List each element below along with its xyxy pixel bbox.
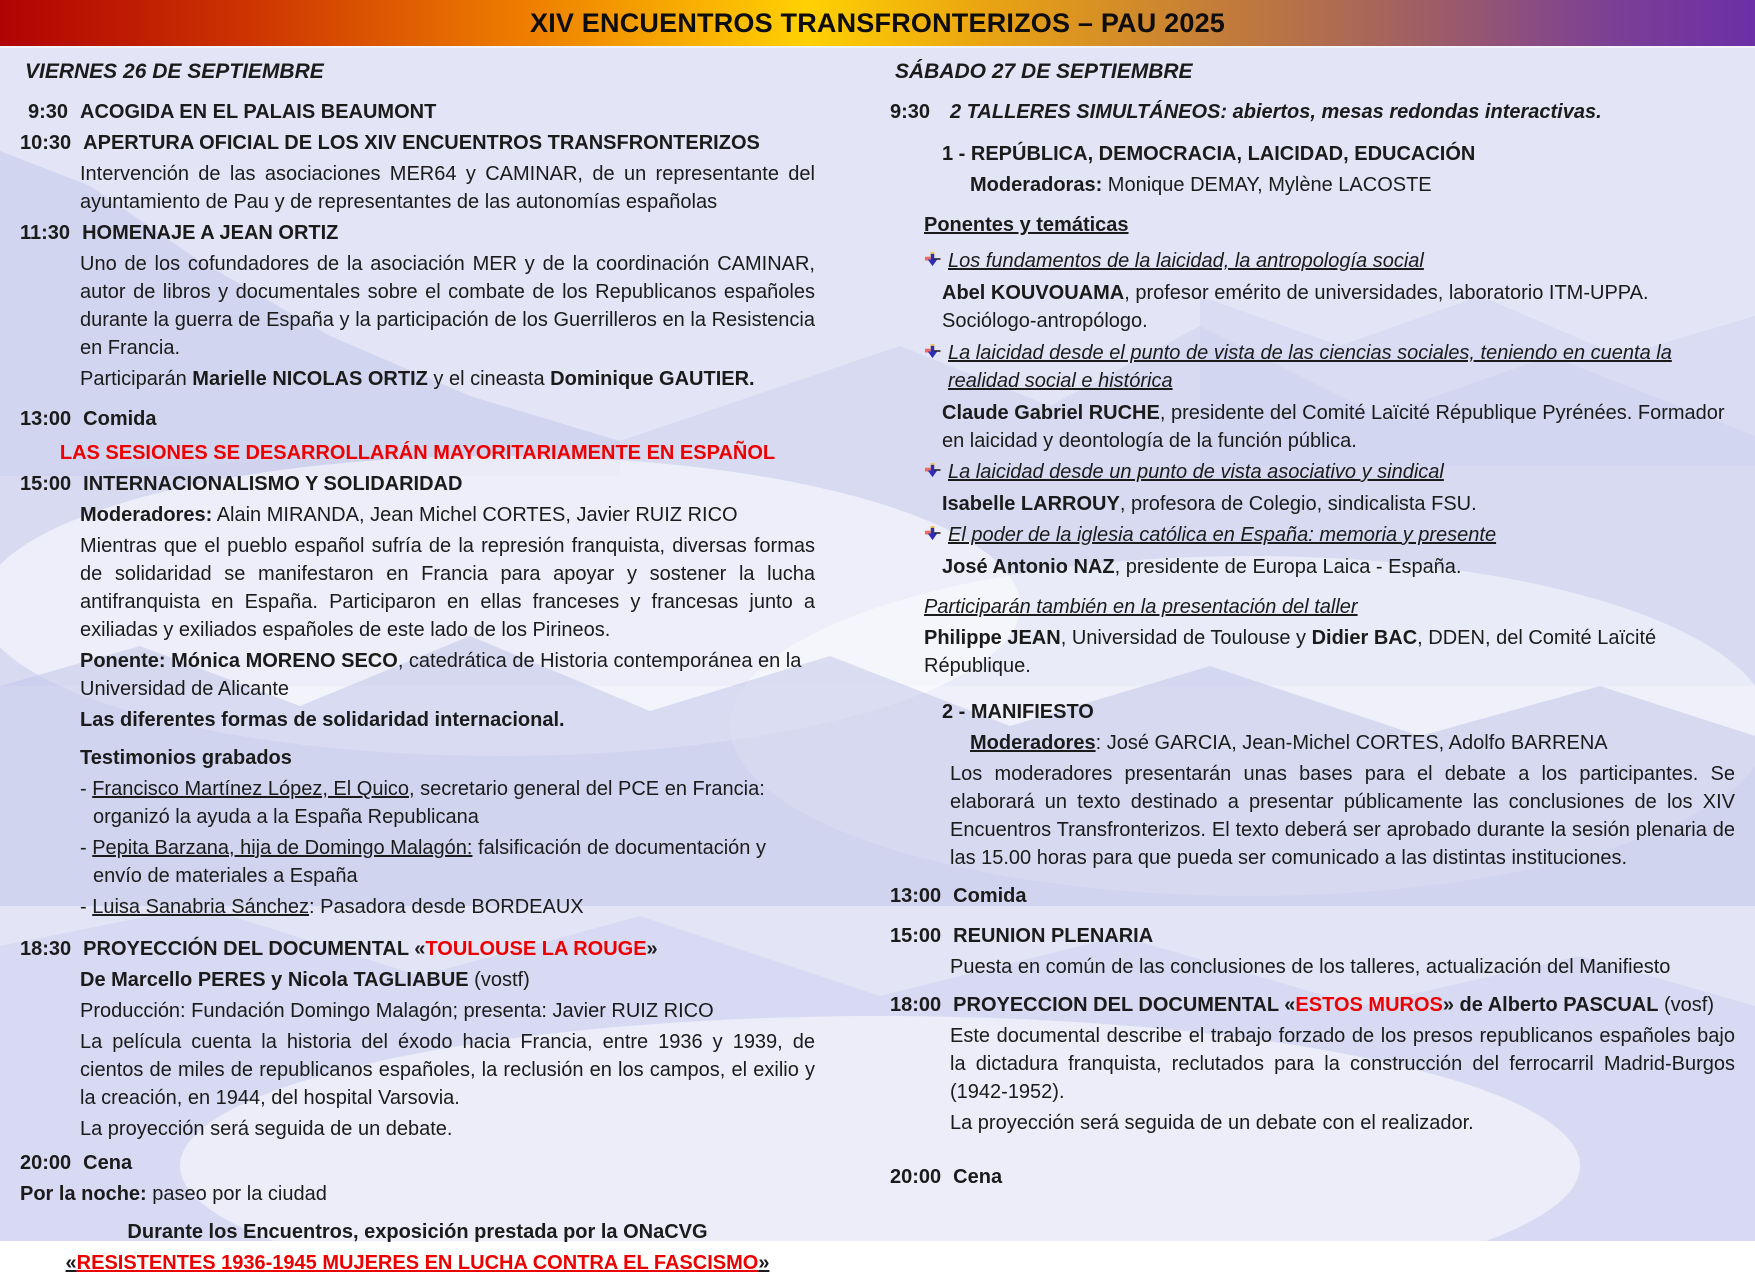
time-label: 15:00: [20, 473, 72, 495]
line-text: [950, 98, 1735, 126]
line-text: [80, 98, 815, 126]
down-arrow-bullet-icon: [924, 339, 948, 367]
schedule-line: [20, 129, 815, 157]
line-text: [80, 532, 815, 644]
text-segment: , profesora de Colegio, sindicalista FSU.: [1119, 493, 1477, 515]
line-text: [80, 1115, 815, 1143]
text-segment: Didier BAC: [1311, 627, 1418, 649]
line-text: [80, 893, 815, 921]
line-text: [953, 1163, 1735, 1191]
schedule-line: [890, 458, 1735, 486]
time-label: 13:00: [890, 885, 942, 907]
text-segment: paseo por la ciudad: [146, 1183, 327, 1205]
time-label: 13:00: [20, 408, 72, 430]
text-segment: ESTOS MUROS: [1295, 994, 1443, 1016]
schedule-line: [20, 1149, 815, 1177]
text-segment: Puesta en común de las conclusiones de los talleres, actualización del Manifiesto: [950, 956, 1671, 978]
schedule-line: [20, 250, 815, 362]
text-segment: , Universidad de Toulouse y: [1060, 627, 1312, 649]
text-segment: (vosf): [1658, 994, 1714, 1016]
time-label: 15:00: [890, 925, 942, 947]
text-segment: INTERNACIONALISMO Y SOLIDARIDAD: [83, 473, 463, 495]
text-segment: Durante los Encuentros, exposición prestada por la ONaCVG: [127, 1221, 708, 1243]
text-segment: Intervención de las asociaciones MER64 y CAMINAR, de un representante del ayuntamiento de Pau y de representantes de las autonomías españolas: [80, 163, 815, 213]
text-segment: Comida: [83, 408, 157, 430]
schedule-line: [890, 593, 1735, 621]
schedule-line: [890, 521, 1735, 549]
text-segment: Las diferentes formas de solidaridad internacional.: [80, 709, 565, 731]
line-text: [924, 624, 1735, 680]
text-segment: Comida: [953, 885, 1027, 907]
text-segment: Cena: [953, 1166, 1003, 1188]
line-text: [80, 834, 815, 890]
text-segment: Philippe JEAN: [924, 627, 1061, 649]
saturday-day-title: SÁBADO 27 DE SEPTIEMBRE: [895, 60, 1193, 83]
schedule-line: [890, 953, 1735, 981]
schedule-line: [890, 760, 1735, 872]
line-text: [953, 991, 1735, 1019]
schedule-line: [20, 834, 815, 890]
line-text: [953, 922, 1735, 950]
text-segment: 2 TALLERES SIMULTÁNEOS: abiertos, mesas redondas interactivas.: [950, 101, 1602, 123]
column-saturday: [880, 50, 1735, 1277]
line-text: [20, 1180, 815, 1208]
time-label: 11:30: [20, 222, 71, 244]
text-segment: Los fundamentos de la laicidad, la antropología social: [948, 250, 1424, 272]
line-text: [83, 129, 815, 157]
schedule-line: [20, 98, 815, 126]
text-segment: RESISTENTES 1936-1945 MUJERES EN LUCHA CONTRA EL FASCISMO: [76, 1252, 759, 1274]
text-segment: »: [758, 1252, 770, 1274]
text-segment: LAS SESIONES SE DESARROLLARÁN MAYORITARIAMENTE EN ESPAÑOL: [59, 442, 776, 464]
line-text: [82, 219, 815, 247]
text-segment: ACOGIDA EN EL PALAIS BEAUMONT: [80, 101, 437, 123]
schedule-line: [20, 532, 815, 644]
text-segment: : José GARCIA, Jean-Michel CORTES, Adolfo BARRENA: [1095, 732, 1608, 754]
schedule-line: [890, 339, 1735, 395]
schedule-line: [890, 729, 1735, 757]
schedule-line: [20, 775, 815, 831]
text-segment: Participarán también en la presentación del taller: [924, 596, 1358, 618]
time-label: 18:30: [20, 938, 72, 960]
schedule-line: [20, 365, 815, 393]
schedule-line: [20, 405, 815, 433]
line-text: [80, 501, 815, 529]
line-text: [83, 1149, 815, 1177]
text-segment: La proyección será seguida de un debate.: [80, 1118, 453, 1140]
line-text: [80, 250, 815, 362]
header-banner: [0, 0, 1755, 48]
schedule-line: [890, 1022, 1735, 1106]
schedule-line: [890, 279, 1735, 335]
line-text: [80, 160, 815, 216]
text-segment: falsificación de documentación y envío de materiales a España: [93, 837, 766, 887]
schedule-line: [890, 98, 1735, 126]
schedule-line: [890, 140, 1735, 168]
schedule-line: [890, 553, 1735, 581]
text-segment: Alain MIRANDA, Jean Michel CORTES, Javier RUIZ RICO: [212, 504, 738, 526]
text-segment: PROYECCIÓN DEL DOCUMENTAL «: [83, 938, 426, 960]
text-segment: , presidente de Europa Laica - España.: [1114, 556, 1462, 578]
line-text: [942, 399, 1735, 455]
time-label: 20:00: [20, 1152, 72, 1174]
line-text: [950, 760, 1735, 872]
line-text: [953, 882, 1735, 910]
text-segment: y el cineasta: [427, 368, 551, 390]
text-segment: , DDEN, del Comité Laïcité République.: [924, 627, 1657, 677]
schedule-line: [20, 501, 815, 529]
text-segment: Moderadoras:: [970, 174, 1103, 196]
text-segment: Dominique GAUTIER.: [550, 368, 755, 390]
line-text: [942, 140, 1735, 168]
text-segment: , presidente del Comité Laïcité République Pyrénées. Formador en laicidad y deontología de la función pública.: [942, 402, 1725, 452]
text-segment: Claude Gabriel RUCHE: [942, 402, 1160, 424]
text-segment: Luisa Sanabria Sánchez: [92, 896, 310, 918]
schedule-line: [20, 1028, 815, 1112]
line-text: [950, 1109, 1735, 1137]
line-text: [942, 553, 1735, 581]
text-segment: Cena: [83, 1152, 133, 1174]
text-segment: Pepita Barzana, hija de Domingo Malagón:: [92, 837, 473, 859]
line-text: [942, 279, 1735, 335]
text-segment: Los moderadores presentarán unas bases para el debate a los participantes. Se elaborará un texto destinado a presentar públicamente las conclusiones de los XIV Encuentros Transfronterizos. El texto deberá ser aprobado durante la sesión plenaria de las 15.00 horas para que pueda ser comunicado a las distintas instituciones.: [950, 763, 1735, 869]
text-segment: » de Alberto PASCUAL: [1442, 994, 1659, 1016]
schedule-line: [890, 698, 1735, 726]
line-text: [942, 490, 1735, 518]
line-text: [80, 966, 815, 994]
line-text: [80, 1028, 815, 1112]
text-segment: TOULOUSE LA ROUGE: [425, 938, 647, 960]
schedule-line: [890, 1163, 1735, 1191]
line-text: [924, 211, 1735, 239]
schedule-line: [890, 991, 1735, 1019]
line-text: [83, 470, 815, 498]
text-segment: La laicidad desde el punto de vista de las ciencias sociales, teniendo en cuenta la realidad social e histórica: [948, 342, 1672, 392]
schedule-line: [20, 893, 815, 921]
text-segment: Producción: Fundación Domingo Malagón; presenta: Javier RUIZ RICO: [80, 1000, 714, 1022]
text-segment: Por la noche:: [20, 1183, 147, 1205]
schedule-line: [890, 882, 1735, 910]
schedule-line: [890, 922, 1735, 950]
line-text: [942, 698, 1735, 726]
text-segment: De Marcello PERES y Nicola TAGLIABUE: [80, 969, 469, 991]
line-text: [20, 1218, 815, 1246]
line-text: [924, 593, 1735, 621]
schedule-line: [20, 470, 815, 498]
line-text: [80, 706, 815, 734]
text-segment: La película cuenta la historia del éxodo hacia Francia, entre 1936 y 1939, de cientos de miles de republicanos españoles, la reclusión en los campos, el exilio y la creación, en 1944, del hospital Varsovia.: [80, 1031, 815, 1109]
text-segment: Moderadores:: [80, 504, 213, 526]
schedule-line: [890, 1109, 1735, 1137]
saturday-schedule: [890, 98, 1735, 1191]
down-arrow-bullet-icon: [924, 247, 948, 275]
text-segment: La proyección será seguida de un debate con el realizador.: [950, 1112, 1474, 1134]
line-text: [80, 775, 815, 831]
text-segment: Mientras que el pueblo español sufría de la represión franquista, diversas formas de solidaridad se manifestaron en Francia para apoyar y sostener la lucha antifranquista en España. Participaron en ellas franceses y francesas junto a exiliadas y exiliados españoles de este lado de los Pirineos.: [80, 535, 815, 641]
line-text: [924, 247, 1735, 275]
text-segment: HOMENAJE A JEAN ORTIZ: [82, 222, 339, 244]
schedule-line: [20, 997, 815, 1025]
schedule-line: [20, 160, 815, 216]
text-segment: Participarán: [80, 368, 193, 390]
schedule-line: [20, 706, 815, 734]
down-arrow-bullet-icon: [924, 458, 948, 486]
line-text: [924, 458, 1735, 486]
text-segment: Monique DEMAY, Mylène LACOSTE: [1102, 174, 1432, 196]
text-segment: Moderadores: [970, 732, 1096, 754]
line-text: [950, 1022, 1735, 1106]
two-column-program: [0, 50, 1755, 1277]
schedule-line: [20, 439, 815, 467]
text-segment: , profesor emérito de universidades, laboratorio ITM-UPPA. Sociólogo-antropólogo.: [942, 282, 1649, 332]
text-segment: Francisco Martínez López, El Quico,: [92, 778, 415, 800]
line-text: [924, 339, 1735, 395]
line-text: [80, 997, 815, 1025]
time-label: 9:30: [27, 101, 68, 123]
text-segment: «: [65, 1252, 77, 1274]
line-text: [950, 953, 1735, 981]
line-text: [970, 729, 1735, 757]
schedule-line: [20, 1249, 815, 1277]
text-segment: Testimonios grabados: [80, 747, 292, 769]
friday-schedule: [20, 98, 815, 1277]
column-friday: [0, 50, 815, 1277]
text-segment: : Pasadora desde BORDEAUX: [309, 896, 584, 918]
dash-bullet: -: [80, 837, 93, 859]
text-segment: Ponentes y temáticas: [924, 214, 1129, 236]
schedule-line: [20, 647, 815, 703]
schedule-line: [20, 1180, 815, 1208]
line-text: [83, 405, 815, 433]
page-title: XIV ENCUENTROS TRANSFRONTERIZOS – PAU 2025: [529, 8, 1225, 38]
schedule-line: [20, 966, 815, 994]
text-segment: José Antonio NAZ: [942, 556, 1115, 578]
text-segment: La laicidad desde un punto de vista asociativo y sindical: [948, 461, 1444, 483]
time-label: 9:30: [890, 101, 931, 123]
dash-bullet: -: [80, 896, 93, 918]
text-segment: 1 - REPÚBLICA, DEMOCRACIA, LAICIDAD, EDUCACIÓN: [942, 143, 1476, 165]
text-segment: »: [646, 938, 658, 960]
text-segment: secretario general del PCE en Francia: organizó la ayuda a la España Republicana: [93, 778, 765, 828]
time-label: 10:30: [20, 132, 72, 154]
time-label: 20:00: [890, 1166, 942, 1188]
schedule-line: [20, 744, 815, 772]
time-label: 18:00: [890, 994, 942, 1016]
schedule-line: [20, 219, 815, 247]
line-text: [80, 647, 815, 703]
line-text: [970, 171, 1735, 199]
line-text: [83, 935, 815, 963]
text-segment: Marielle NICOLAS ORTIZ: [192, 368, 428, 390]
line-text: [924, 521, 1735, 549]
schedule-line: [20, 935, 815, 963]
text-segment: Isabelle LARROUY: [942, 493, 1120, 515]
text-segment: , catedrática de Historia contemporánea en la Universidad de Alicante: [80, 650, 802, 700]
line-text: [20, 1249, 815, 1277]
schedule-line: [20, 1218, 815, 1246]
schedule-line: [890, 211, 1735, 239]
text-segment: PROYECCION DEL DOCUMENTAL «: [953, 994, 1296, 1016]
text-segment: Abel KOUVOUAMA: [942, 282, 1125, 304]
schedule-line: [890, 399, 1735, 455]
friday-day-title: VIERNES 26 DE SEPTIEMBRE: [25, 60, 324, 83]
text-segment: Uno de los cofundadores de la asociación MER y de la coordinación CAMINAR, autor de libros y documentales sobre el combate de los Republicanos españoles durante la guerra de España y la participación de los Guerrilleros en la Resistencia en Francia.: [80, 253, 815, 359]
schedule-line: [890, 247, 1735, 275]
down-arrow-bullet-icon: [924, 521, 948, 549]
text-segment: APERTURA OFICIAL DE LOS XIV ENCUENTROS TRANSFRONTERIZOS: [83, 132, 760, 154]
dash-bullet: -: [80, 778, 93, 800]
line-text: [80, 365, 815, 393]
text-segment: REUNION PLENARIA: [953, 925, 1154, 947]
line-text: [80, 744, 815, 772]
schedule-line: [890, 624, 1735, 680]
text-segment: 2 - MANIFIESTO: [942, 701, 1094, 723]
schedule-line: [20, 1115, 815, 1143]
schedule-line: [890, 171, 1735, 199]
text-segment: El poder de la iglesia católica en España: memoria y presente: [948, 524, 1497, 546]
text-segment: (vostf): [468, 969, 530, 991]
schedule-line: [890, 490, 1735, 518]
text-segment: Ponente: Mónica MORENO SECO: [80, 650, 398, 672]
line-text: [20, 439, 815, 467]
text-segment: Este documental describe el trabajo forzado de los presos republicanos españoles bajo la dictadura franquista, reclutados para la construcción del ferrocarril Madrid-Burgos (1942-1952).: [950, 1025, 1735, 1103]
